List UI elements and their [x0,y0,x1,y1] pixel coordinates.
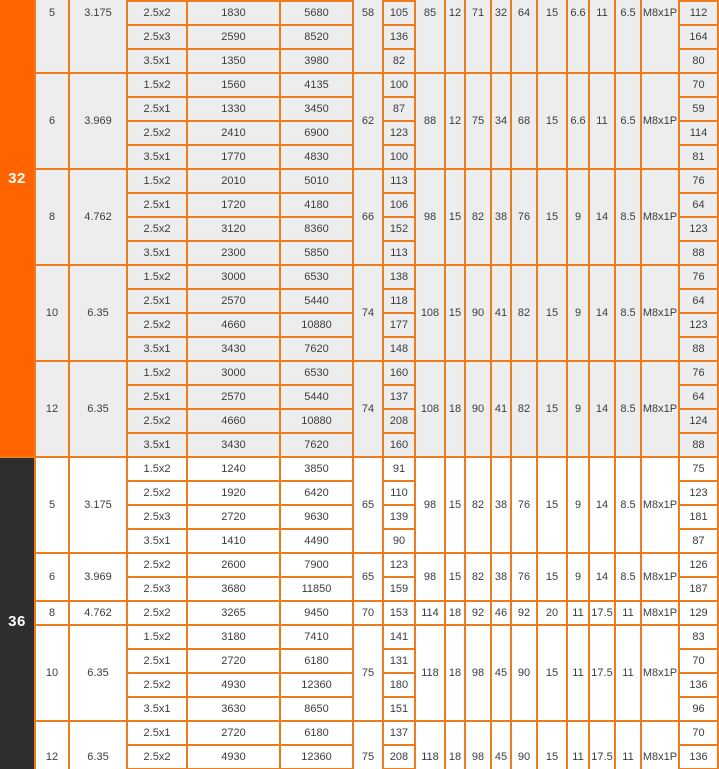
value2-cell: 4490 [281,530,352,552]
dim-e-cell: 98 [466,626,490,720]
dim-d-cell: 15 [446,170,464,264]
size-cell: 2.5x2 [128,674,186,696]
dim-h-cell: 15 [538,74,566,168]
dim-b-cell: 123 [384,122,414,144]
teeth-count-cell: 6 [36,554,68,600]
dim-b-cell: 123 [384,554,414,576]
value2-cell: 6180 [281,722,352,744]
thread-spec-cell: M8x1P [642,458,678,552]
value1-cell: 3630 [188,698,279,720]
band-label: 32 [8,170,26,187]
dim-e-cell: 92 [466,602,490,624]
dim-g-cell: 76 [512,554,536,600]
dim-b-cell: 148 [384,338,414,360]
dim-k-cell: 11 [616,722,640,769]
size-cell: 3.5x1 [128,434,186,456]
dim-e-cell: 82 [466,554,490,600]
teeth-count-cell: 6 [36,74,68,168]
dim-j-cell: 14 [590,458,614,552]
dim-d-cell: 15 [446,266,464,360]
value1-cell: 1830 [188,2,279,24]
size-cell: 2.5x3 [128,578,186,600]
dim-l-cell: 136 [680,674,717,696]
value2-cell: 3450 [281,98,352,120]
value1-cell: 3000 [188,266,279,288]
dim-a-cell: 58 [354,0,382,72]
size-cell: 3.5x1 [128,146,186,168]
dim-l-cell: 88 [680,242,717,264]
pitch-cell: 6.35 [70,362,126,456]
value1-cell: 1720 [188,194,279,216]
dim-a-cell: 65 [354,458,382,552]
size-cell: 2.5x2 [128,602,186,624]
dim-g-cell: 92 [512,602,536,624]
size-cell: 2.5x2 [128,122,186,144]
dim-b-cell: 82 [384,50,414,72]
dim-l-cell: 64 [680,386,717,408]
dim-j-cell: 17.5 [590,602,614,624]
teeth-count-cell: 5 [36,0,68,72]
value1-cell: 4660 [188,410,279,432]
size-cell: 2.5x1 [128,290,186,312]
dim-l-cell: 112 [680,2,717,24]
size-cell: 2.5x2 [128,218,186,240]
dim-h-cell: 15 [538,458,566,552]
dim-l-cell: 70 [680,650,717,672]
band-32-cell [0,0,34,456]
dim-b-cell: 110 [384,482,414,504]
dim-i-cell: 9 [568,266,588,360]
dim-l-cell: 81 [680,146,717,168]
dim-b-cell: 106 [384,194,414,216]
value2-cell: 5440 [281,386,352,408]
value2-cell: 10880 [281,314,352,336]
dim-b-cell: 159 [384,578,414,600]
dim-a-cell: 70 [354,602,382,624]
size-cell: 1.5x2 [128,458,186,480]
value1-cell: 3000 [188,362,279,384]
dim-c-cell: 108 [416,362,444,456]
pitch-cell: 4.762 [70,170,126,264]
dim-j-cell: 11 [590,0,614,72]
dim-l-cell: 76 [680,362,717,384]
dim-d-cell: 12 [446,74,464,168]
size-cell: 1.5x2 [128,74,186,96]
dim-l-cell: 88 [680,434,717,456]
size-cell: 2.5x2 [128,746,186,768]
size-cell: 2.5x1 [128,650,186,672]
dim-b-cell: 131 [384,650,414,672]
value2-cell: 6420 [281,482,352,504]
dim-k-cell: 8.5 [616,170,640,264]
dim-h-cell: 15 [538,0,566,72]
value1-cell: 3680 [188,578,279,600]
dim-b-cell: 153 [384,602,414,624]
dim-b-cell: 87 [384,98,414,120]
value1-cell: 2410 [188,122,279,144]
pitch-cell: 6.35 [70,722,126,769]
dim-f-cell: 32 [492,0,510,72]
dim-b-cell: 208 [384,410,414,432]
dim-l-cell: 80 [680,50,717,72]
dim-h-cell: 15 [538,722,566,769]
size-cell: 2.5x3 [128,506,186,528]
dim-h-cell: 15 [538,362,566,456]
value1-cell: 1560 [188,74,279,96]
dim-e-cell: 75 [466,74,490,168]
dim-i-cell: 9 [568,458,588,552]
dim-h-cell: 15 [538,626,566,720]
teeth-count-cell: 5 [36,458,68,552]
value1-cell: 2590 [188,26,279,48]
value2-cell: 6900 [281,122,352,144]
value1-cell: 1350 [188,50,279,72]
dim-b-cell: 113 [384,170,414,192]
value1-cell: 2720 [188,722,279,744]
dim-j-cell: 14 [590,266,614,360]
size-cell: 1.5x2 [128,170,186,192]
value1-cell: 2720 [188,650,279,672]
value1-cell: 2300 [188,242,279,264]
value1-cell: 2570 [188,290,279,312]
dim-g-cell: 82 [512,266,536,360]
dim-c-cell: 98 [416,170,444,264]
size-cell: 1.5x2 [128,362,186,384]
dim-l-cell: 76 [680,266,717,288]
dim-e-cell: 82 [466,170,490,264]
value2-cell: 5850 [281,242,352,264]
dim-k-cell: 8.5 [616,362,640,456]
dim-b-cell: 151 [384,698,414,720]
value1-cell: 3120 [188,218,279,240]
dim-a-cell: 65 [354,554,382,600]
value2-cell: 7620 [281,338,352,360]
dim-b-cell: 180 [384,674,414,696]
dim-b-cell: 100 [384,146,414,168]
size-cell: 2.5x2 [128,482,186,504]
thread-spec-cell: M8x1P [642,170,678,264]
dim-e-cell: 82 [466,458,490,552]
dim-g-cell: 76 [512,170,536,264]
dim-d-cell: 18 [446,626,464,720]
dim-k-cell: 11 [616,626,640,720]
value1-cell: 4660 [188,314,279,336]
thread-spec-cell: M8x1P [642,362,678,456]
dim-i-cell: 9 [568,362,588,456]
teeth-count-cell: 8 [36,170,68,264]
value2-cell: 6530 [281,362,352,384]
pitch-cell: 3.175 [70,0,126,72]
dim-l-cell: 181 [680,506,717,528]
dim-b-cell: 137 [384,722,414,744]
thread-spec-cell: M8x1P [642,266,678,360]
value2-cell: 3850 [281,458,352,480]
dim-b-cell: 118 [384,290,414,312]
value1-cell: 2570 [188,386,279,408]
size-cell: 3.5x1 [128,698,186,720]
dim-l-cell: 83 [680,626,717,648]
pitch-cell: 3.969 [70,554,126,600]
dim-g-cell: 64 [512,0,536,72]
dim-d-cell: 15 [446,554,464,600]
dim-k-cell: 8.5 [616,554,640,600]
size-cell: 2.5x2 [128,314,186,336]
dim-f-cell: 34 [492,74,510,168]
dim-i-cell: 6.6 [568,74,588,168]
value2-cell: 7620 [281,434,352,456]
size-cell: 1.5x2 [128,266,186,288]
thread-spec-cell: M8x1P [642,74,678,168]
dim-k-cell: 8.5 [616,458,640,552]
dim-j-cell: 17.5 [590,626,614,720]
dim-c-cell: 98 [416,554,444,600]
dim-h-cell: 15 [538,266,566,360]
dim-e-cell: 90 [466,362,490,456]
dim-l-cell: 88 [680,338,717,360]
dim-i-cell: 11 [568,722,588,769]
value2-cell: 12360 [281,674,352,696]
size-cell: 3.5x1 [128,50,186,72]
dim-g-cell: 90 [512,722,536,769]
dim-l-cell: 59 [680,98,717,120]
value2-cell: 6180 [281,650,352,672]
dim-j-cell: 17.5 [590,722,614,769]
dim-h-cell: 20 [538,602,566,624]
dim-b-cell: 177 [384,314,414,336]
value2-cell: 5680 [281,2,352,24]
dim-b-cell: 138 [384,266,414,288]
thread-spec-cell: M8x1P [642,722,678,769]
dim-i-cell: 9 [568,554,588,600]
dim-b-cell: 160 [384,434,414,456]
dim-l-cell: 123 [680,218,717,240]
size-cell: 2.5x1 [128,98,186,120]
size-cell: 2.5x1 [128,194,186,216]
dim-f-cell: 38 [492,554,510,600]
dim-b-cell: 208 [384,746,414,768]
size-cell: 2.5x3 [128,26,186,48]
value2-cell: 7900 [281,554,352,576]
dim-b-cell: 100 [384,74,414,96]
dim-k-cell: 6.5 [616,0,640,72]
dim-d-cell: 12 [446,0,464,72]
dim-g-cell: 90 [512,626,536,720]
dim-l-cell: 64 [680,194,717,216]
teeth-count-cell: 10 [36,626,68,720]
teeth-count-cell: 12 [36,362,68,456]
value1-cell: 3265 [188,602,279,624]
value1-cell: 3430 [188,338,279,360]
dim-a-cell: 62 [354,74,382,168]
dim-e-cell: 90 [466,266,490,360]
dim-l-cell: 136 [680,746,717,768]
dim-b-cell: 90 [384,530,414,552]
value1-cell: 2010 [188,170,279,192]
dim-b-cell: 136 [384,26,414,48]
size-cell: 3.5x1 [128,530,186,552]
dim-h-cell: 15 [538,554,566,600]
dim-f-cell: 38 [492,170,510,264]
band-label: 36 [8,613,26,630]
dim-l-cell: 70 [680,74,717,96]
teeth-count-cell: 12 [36,722,68,769]
dim-b-cell: 137 [384,386,414,408]
value2-cell: 12360 [281,746,352,768]
dim-b-cell: 141 [384,626,414,648]
value1-cell: 1410 [188,530,279,552]
dim-l-cell: 123 [680,482,717,504]
dim-a-cell: 74 [354,266,382,360]
dim-j-cell: 14 [590,170,614,264]
value1-cell: 2720 [188,506,279,528]
dim-f-cell: 38 [492,458,510,552]
dim-d-cell: 15 [446,458,464,552]
dim-l-cell: 114 [680,122,717,144]
dim-i-cell: 11 [568,602,588,624]
dim-l-cell: 96 [680,698,717,720]
value2-cell: 4180 [281,194,352,216]
dim-j-cell: 14 [590,362,614,456]
dim-i-cell: 6.6 [568,0,588,72]
value1-cell: 1330 [188,98,279,120]
size-cell: 2.5x1 [128,722,186,744]
dim-b-cell: 152 [384,218,414,240]
teeth-count-cell: 10 [36,266,68,360]
pitch-cell: 4.762 [70,602,126,624]
value1-cell: 1920 [188,482,279,504]
pitch-cell: 6.35 [70,626,126,720]
size-cell: 2.5x2 [128,2,186,24]
dim-c-cell: 118 [416,626,444,720]
value2-cell: 10880 [281,410,352,432]
dim-j-cell: 11 [590,74,614,168]
value2-cell: 5440 [281,290,352,312]
dim-e-cell: 71 [466,0,490,72]
dim-f-cell: 41 [492,362,510,456]
value2-cell: 8360 [281,218,352,240]
dim-h-cell: 15 [538,170,566,264]
thread-spec-cell: M8x1P [642,626,678,720]
dim-d-cell: 18 [446,362,464,456]
dim-c-cell: 85 [416,0,444,72]
dim-b-cell: 91 [384,458,414,480]
size-cell: 2.5x1 [128,386,186,408]
dim-l-cell: 75 [680,458,717,480]
value2-cell: 3980 [281,50,352,72]
value2-cell: 4135 [281,74,352,96]
dim-e-cell: 98 [466,722,490,769]
dim-i-cell: 9 [568,170,588,264]
dim-c-cell: 118 [416,722,444,769]
size-cell: 1.5x2 [128,626,186,648]
dim-f-cell: 41 [492,266,510,360]
dim-a-cell: 75 [354,626,382,720]
value2-cell: 7410 [281,626,352,648]
dim-l-cell: 126 [680,554,717,576]
dim-i-cell: 11 [568,626,588,720]
pitch-cell: 3.969 [70,74,126,168]
dim-b-cell: 105 [384,2,414,24]
value1-cell: 4930 [188,674,279,696]
value1-cell: 4930 [188,746,279,768]
thread-spec-cell: M8x1P [642,602,678,624]
value2-cell: 8650 [281,698,352,720]
dim-f-cell: 45 [492,722,510,769]
dim-c-cell: 88 [416,74,444,168]
value1-cell: 1770 [188,146,279,168]
value2-cell: 9450 [281,602,352,624]
dim-k-cell: 8.5 [616,266,640,360]
pitch-cell: 3.175 [70,458,126,552]
dim-l-cell: 124 [680,410,717,432]
size-cell: 3.5x1 [128,338,186,360]
thread-spec-cell: M8x1P [642,554,678,600]
value2-cell: 5010 [281,170,352,192]
dim-d-cell: 18 [446,722,464,769]
size-cell: 3.5x1 [128,242,186,264]
dim-g-cell: 68 [512,74,536,168]
dim-k-cell: 6.5 [616,74,640,168]
size-cell: 2.5x2 [128,554,186,576]
value2-cell: 6530 [281,266,352,288]
dim-c-cell: 114 [416,602,444,624]
thread-spec-cell: M8x1P [642,0,678,72]
dim-l-cell: 187 [680,578,717,600]
value2-cell: 4830 [281,146,352,168]
dim-g-cell: 82 [512,362,536,456]
size-cell: 2.5x2 [128,410,186,432]
value2-cell: 8520 [281,26,352,48]
dim-l-cell: 87 [680,530,717,552]
dim-c-cell: 108 [416,266,444,360]
dim-f-cell: 45 [492,626,510,720]
dim-j-cell: 14 [590,554,614,600]
band-36-cell [0,458,34,769]
dim-b-cell: 160 [384,362,414,384]
dim-d-cell: 18 [446,602,464,624]
value1-cell: 2600 [188,554,279,576]
dim-a-cell: 66 [354,170,382,264]
dim-l-cell: 64 [680,290,717,312]
dim-g-cell: 76 [512,458,536,552]
pitch-cell: 6.35 [70,266,126,360]
dim-l-cell: 70 [680,722,717,744]
dim-k-cell: 11 [616,602,640,624]
dim-l-cell: 123 [680,314,717,336]
dim-l-cell: 164 [680,26,717,48]
value2-cell: 11850 [281,578,352,600]
value2-cell: 9630 [281,506,352,528]
teeth-count-cell: 8 [36,602,68,624]
dim-b-cell: 139 [384,506,414,528]
value1-cell: 3180 [188,626,279,648]
dim-c-cell: 98 [416,458,444,552]
dim-l-cell: 129 [680,602,717,624]
dim-a-cell: 74 [354,362,382,456]
dim-f-cell: 46 [492,602,510,624]
value1-cell: 3430 [188,434,279,456]
value1-cell: 1240 [188,458,279,480]
dim-b-cell: 113 [384,242,414,264]
dim-a-cell: 75 [354,722,382,769]
dim-l-cell: 76 [680,170,717,192]
